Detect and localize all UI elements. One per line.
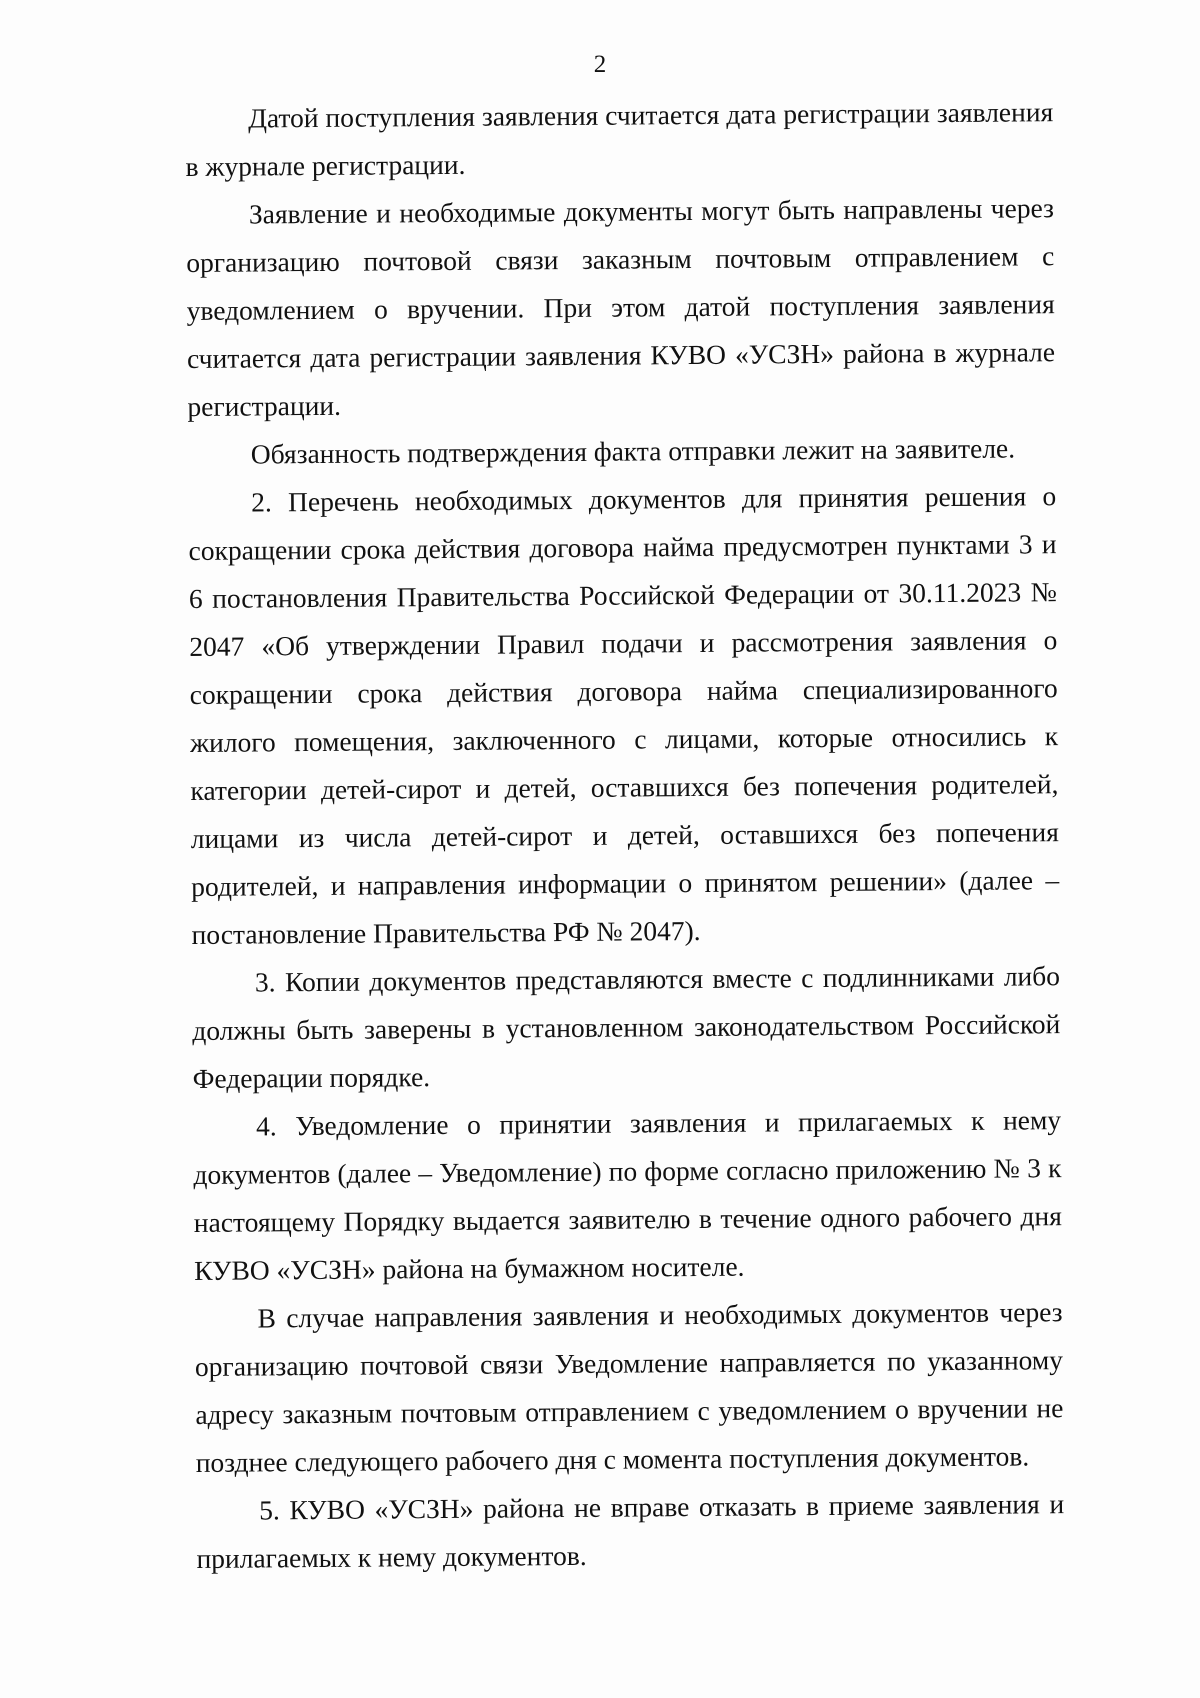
paragraph-item-4-notification: 4. Уведомление о принятии заявления и прилагаемых к нему документов (далее – Уведомление) по форме согласно приложению № 3 к настоящему Порядку выдается заявителю в течение одного рабочего дня КУВО «УСЗН» района на бумажном носителе. bbox=[193, 1104, 1062, 1286]
paragraph-receipt-date: Датой поступления заявления считается дата регистрации заявления в журнале регистрации. bbox=[185, 96, 1054, 182]
paragraph-item-2-documents-list: 2. Перечень необходимых документов для принятия решения о сокращении срока действия договора найма предусмотрен пунктами 3 и 6 постановления Правительства Российской Федерации от 30.11.2023 № 2047 «Об утверждении Правил подачи и рассмотрения заявления о сокращении срока действия договора найма специализированного жилого помещения, заключенного с лицами, которые относились к категории детей-сирот и детей, оставшихся без попечения родителей, лицами из числа детей-сирот и детей, оставшихся без попечения родителей, и направления информации о принятом решении» (далее – постановление Правительства РФ № 2047). bbox=[188, 480, 1060, 950]
page-number: 2 bbox=[593, 51, 607, 78]
paragraph-proof-obligation: Обязанность подтверждения факта отправки лежит на заявителе. bbox=[250, 432, 1016, 470]
paragraph-postal-submission: Заявление и необходимые документы могут быть направлены через организацию почтовой связи заказным почтовым отправлением с уведомлением о вручении. При этом датой поступления заявления считается дата регистрации заявления КУВО «УСЗН» района в журнале регистрации. bbox=[186, 192, 1056, 422]
document-body bbox=[185, 88, 1065, 1583]
paragraph-item-5-no-refusal: 5. КУВО «УСЗН» района не вправе отказать в приеме заявления и прилагаемых к нему документов. bbox=[196, 1488, 1065, 1574]
paragraph-item-3-copies: 3. Копии документов представляются вместе с подлинниками либо должны быть заверены в установленном законодательством Российской Федерации порядке. bbox=[192, 960, 1061, 1094]
paragraph-postal-notification: В случае направления заявления и необходимых документов через организацию почтовой связи Уведомление направляется по указанному адресу заказным почтовым отправлением с уведомлением о вручении не позднее следующего рабочего дня с момента поступления документов. bbox=[194, 1296, 1064, 1478]
